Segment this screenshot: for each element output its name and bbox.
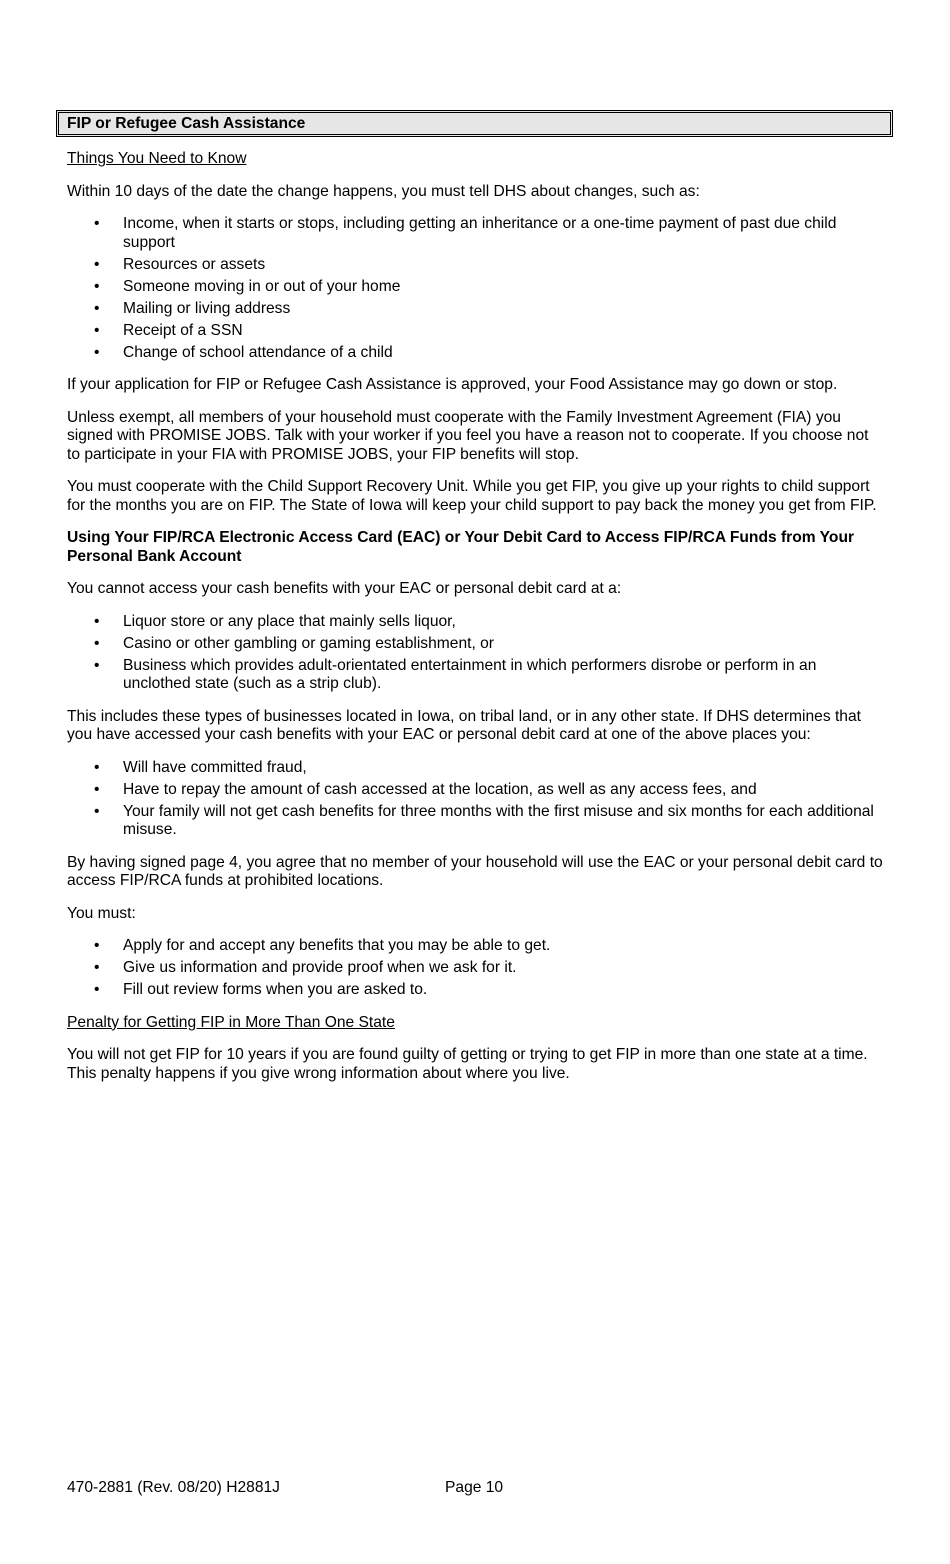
list-item: • Liquor store or any place that mainly sells liquor, [94,612,456,630]
list-item: • Give us information and provide proof when we ask for it. [94,959,517,976]
para-includes: This includes these types of businesses located in Iowa, on tribal land, or in any other state. If DHS determines that you have accessed your cash benefits with your EAC or personal debit card at one of the above places you: [67,707,861,743]
list-item: • Receipt of a SSN [94,321,243,339]
list-item: • Casino or other gambling or gaming establishment, or [94,634,494,652]
bullet-icon: • [94,937,100,954]
changes-list [67,215,885,362]
heading-penalty: Penalty for Getting FIP in More Than One State [67,1013,395,1031]
page-content [67,150,885,1097]
bullet-icon: • [94,612,100,630]
heading-things-to-know: Things You Need to Know [67,150,247,167]
para-fia: Unless exempt, all members of your household must cooperate with the Family Investment Agreement (FIA) you signed with PROMISE JOBS. Talk with your worker if you feel you have a reason not to cooperate. If you choose not to participate in your FIA with PROMISE JOBS, your FIP benefits will stop. [67,408,869,463]
intro-you-must: You must: [67,904,136,922]
must-list [67,937,885,1000]
consequences-list [67,759,885,840]
list-item: • Will have committed fraud, [94,758,307,776]
intro-changes: Within 10 days of the date the change happens, you must tell DHS about changes, such as: [67,182,700,200]
footer-page-number: Page 10 [445,1479,504,1496]
list-item: • Resources or assets [94,255,266,273]
bullet-icon: • [94,758,100,776]
list-item: • Someone moving in or out of your home [94,277,401,295]
list-item: • Apply for and accept any benefits that you may be able to get. [94,937,551,954]
para-child-support: You must cooperate with the Child Support Recovery Unit. While you get FIP, you give up your rights to child support for the months you are on FIP. The State of Iowa will keep your child support to pay back the money you get from FIP. [67,478,877,514]
list-item: • Business which provides adult-orientated entertainment in which performers disrobe or perform in an unclothed state (such as a strip club). [94,656,817,692]
para-penalty: You will not get FIP for 10 years if you are found guilty of getting or trying to get FIP in more than one state at a time. This penalty happens if you give wrong information about where you live. [67,1046,868,1082]
list-item: • Mailing or living address [94,299,291,317]
bullet-icon: • [94,634,100,652]
bullet-icon: • [94,656,100,674]
bullet-icon: • [94,321,100,339]
intro-cannot-access: You cannot access your cash benefits with your EAC or personal debit card at a: [67,580,622,597]
prohibited-list [67,613,885,694]
list-item: • Fill out review forms when you are asked to. [94,981,428,998]
bullet-icon: • [94,299,100,317]
footer-form-number: 470-2881 (Rev. 08/20) H2881J [67,1479,280,1496]
list-item: • Have to repay the amount of cash accessed at the location, as well as any access fees, and [94,780,757,798]
list-item: • Change of school attendance of a child [94,343,393,361]
bullet-icon: • [94,780,100,798]
bullet-icon: • [94,255,100,273]
section-header-box [56,110,893,137]
section-title: FIP or Refugee Cash Assistance [67,115,306,132]
bullet-icon: • [94,802,100,820]
bullet-icon: • [94,959,100,976]
bullet-icon: • [94,981,100,998]
para-food-assistance: If your application for FIP or Refugee Cash Assistance is approved, your Food Assistance may go down or stop. [67,376,838,393]
heading-eac: Using Your FIP/RCA Electronic Access Card (EAC) or Your Debit Card to Access FIP/RCA Funds from Your Personal Bank Account [67,529,855,565]
list-item: • Income, when it starts or stops, including getting an inheritance or a one-time payment of past due child support [94,215,837,251]
bullet-icon: • [94,215,100,232]
para-signed-page: By having signed page 4, you agree that no member of your household will use the EAC or your personal debit card to access FIP/RCA funds at prohibited locations. [67,853,883,889]
bullet-icon: • [94,343,100,361]
list-item: • Your family will not get cash benefits for three months with the first misuse and six months for each additional misuse. [94,802,874,838]
bullet-icon: • [94,277,100,295]
